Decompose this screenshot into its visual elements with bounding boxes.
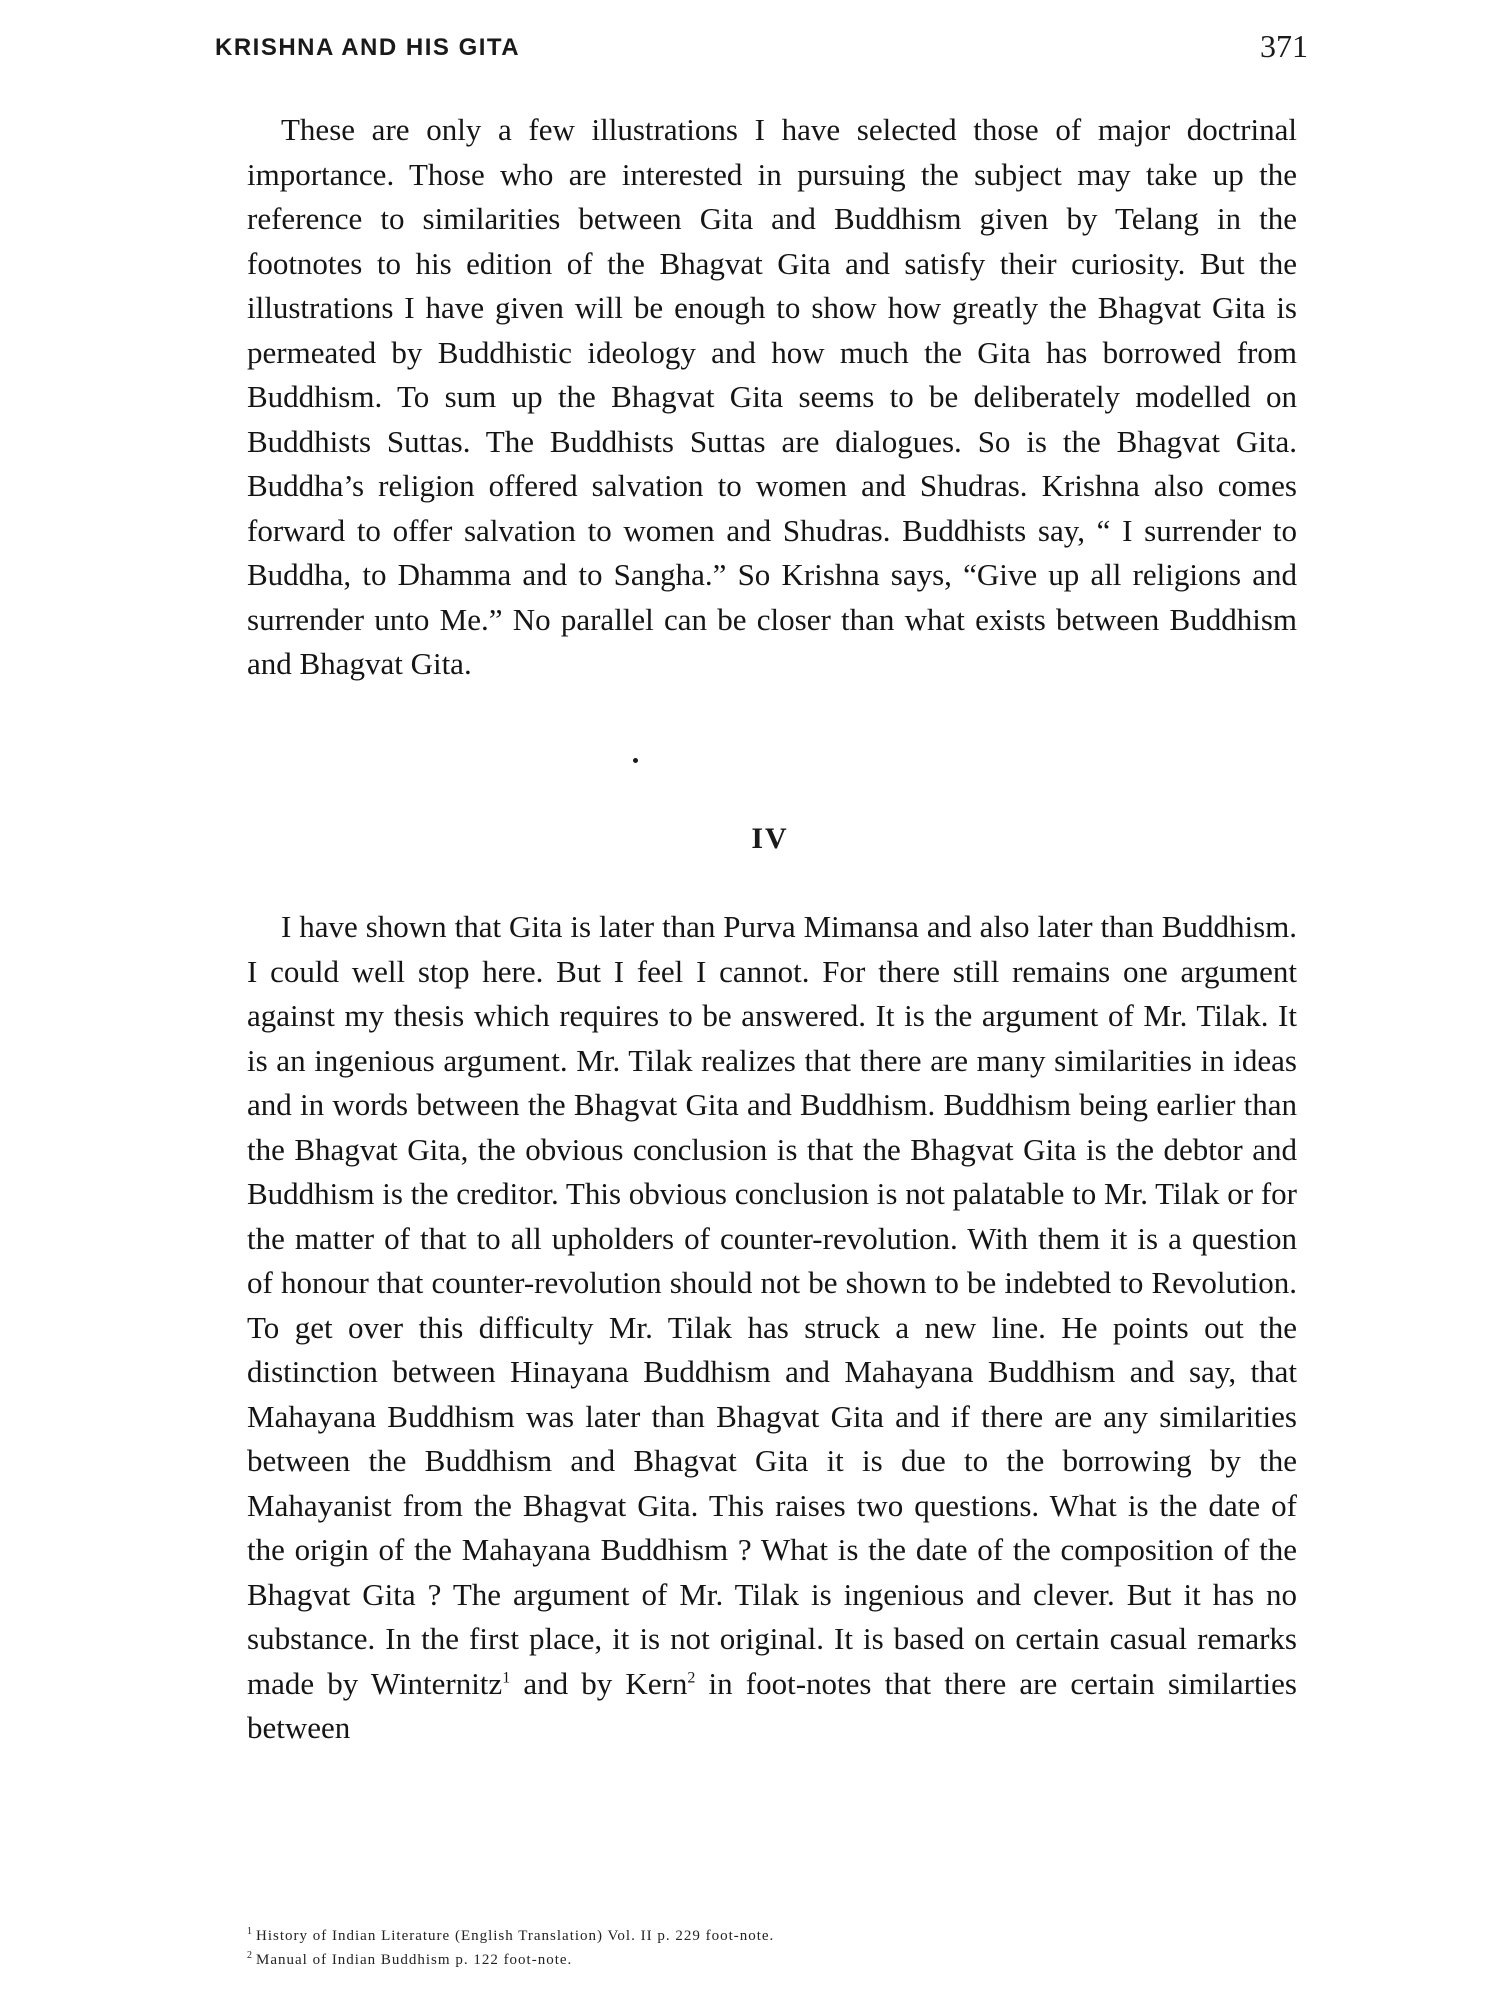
footnote-2 bbox=[247, 1946, 774, 1970]
paragraph-tilak-argument bbox=[247, 905, 1297, 1751]
print-speck bbox=[633, 758, 638, 763]
footnote-text: History of Indian Literature (English Translation) Vol. II p. 229 foot-note. bbox=[256, 1928, 775, 1944]
section-heading bbox=[0, 822, 1500, 856]
running-head-title: KRISHNA AND HIS GITA bbox=[215, 34, 521, 61]
footnote-ref-2: 2 bbox=[687, 1669, 696, 1687]
paragraph-text-part-2: and by Kern bbox=[510, 1665, 688, 1701]
section-heading-label: IV bbox=[751, 822, 789, 855]
paragraph-illustrations: These are only a few illustrations I have selected those of major doctrinal importance. Those who are interested in pursuing the subject may take up the reference to similarities between Gita and Buddhism given by Telang in the footnotes to his edition of the Bhagvat Gita and satisfy their curiosity. But the illustrations I have given will be enough to show how greatly the Bhagvat Gita is permeated by Buddhistic ideology and how much the Gita has borrowed from Buddhism. To sum up the Bhagvat Gita seems to be deliberately modelled on Buddhists Suttas. The Buddhists Suttas are dialogues. So is the Bhagvat Gita. Buddha’s religion offered salvation to women and Shudras. Krishna also comes forward to offer salvation to women and Shudras. Buddhists say, “ I surrender to Buddha, to Dhamma and to Sangha.” So Krishna says, “Give up all religions and surrender unto Me.” No parallel can be closer than what exists between Buddhism and Bhagvat Gita. bbox=[247, 112, 1297, 681]
footnotes bbox=[247, 1922, 774, 1970]
page-number: 371 bbox=[1260, 28, 1308, 64]
footnote-text: Manual of Indian Buddhism p. 122 foot-note. bbox=[256, 1952, 573, 1968]
paragraph-text-part-1: I have shown that Gita is later than Purva Mimansa and also later than Buddhism. I could well stop here. But I feel I cannot. For there still remains one argument against my thesis which requires to be answered. It is the argument of Mr. Tilak. It is an ingenious argument. Mr. Tilak realizes that there are many similarities in ideas and in words between the Bhagvat Gita and Buddhism. Buddhism being earlier than the Bhagvat Gita, the obvious conclusion is that the Bhagvat Gita is the debtor and Buddhism is the creditor. This obvious conclusion is not palatable to Mr. Tilak or for the matter of that to all upholders of counter-revolution. With them it is a question of honour that counter-revolution should not be shown to be indebted to Revolution. To get over this difficulty Mr. Tilak has struck a new line. He points out the distinction between Hinayana Buddhism and Mahayana Buddhism and say, that Mahayana Buddhism was later than Bhagvat Gita and if there are any similarities between the Buddhism and Bhagvat Gita it is due to the borrowing by the Mahayanist from the Bhagvat Gita. This raises two questions. What is the date of the origin of the Mahayana Buddhism ? What is the date of the composition of the Bhagvat Gita ? The argument of Mr. Tilak is ingenious and clever. But it has no substance. In the first place, it is not original. It is based on certain casual remarks made by Winternitz bbox=[247, 909, 1297, 1701]
footnote-1 bbox=[247, 1922, 774, 1946]
paragraph-text-part-3: in foot-notes that there are certain similarties between bbox=[247, 1665, 1297, 1745]
footnote-marker: 2 bbox=[247, 1950, 253, 1961]
footnote-marker: 1 bbox=[247, 1926, 253, 1937]
footnote-ref-1: 1 bbox=[502, 1669, 511, 1687]
